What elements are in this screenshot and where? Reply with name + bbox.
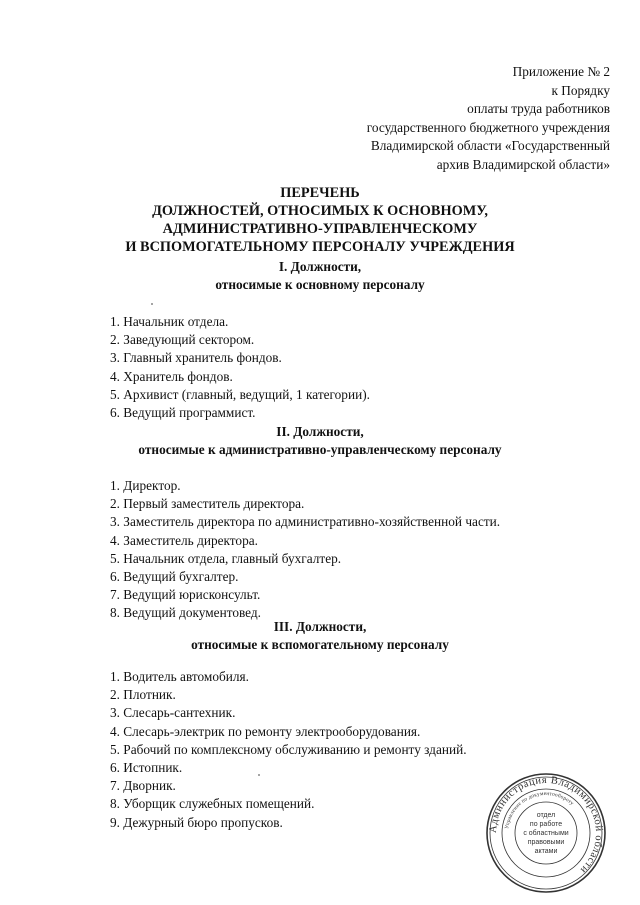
section-2-list <box>110 477 590 623</box>
section-1-heading <box>0 258 640 294</box>
list-item: 8. Ведущий документовед. <box>110 605 261 621</box>
list-item: 7. Ведущий юрисконсульт. <box>110 587 261 603</box>
document-title <box>0 184 640 256</box>
list-item: 5. Рабочий по комплексному обслуживанию и ремонту зданий. <box>110 741 467 757</box>
list-item: 8. Уборщик служебных помещений. <box>110 796 315 812</box>
list-item: 4. Заместитель директора. <box>110 532 258 548</box>
list-item: 2. Заведующий сектором. <box>110 332 255 348</box>
list-item: 6. Ведущий программист. <box>110 405 256 421</box>
title-line: И ВСПОМОГАТЕЛЬНОМУ ПЕРСОНАЛУ УЧРЕЖДЕНИЯ <box>125 239 515 255</box>
list-item: 1. Директор. <box>110 478 181 493</box>
list-item: 2. Первый заместитель директора. <box>110 496 305 512</box>
list-item: 5. Начальник отдела, главный бухгалтер. <box>110 550 342 566</box>
official-stamp <box>485 772 607 894</box>
section-subheading: относимые к административно-управленческому персоналу <box>138 442 502 457</box>
section-heading: III. Должности, <box>273 619 367 634</box>
list-item: 3. Главный хранитель фондов. <box>110 350 282 366</box>
section-subheading: относимые к вспомогательному персоналу <box>191 637 449 652</box>
stamp-center-line: актами <box>534 848 558 855</box>
section-3-heading <box>0 618 640 654</box>
appendix-note <box>280 63 610 175</box>
scan-speck <box>151 303 153 305</box>
list-item: 7. Дворник. <box>110 778 176 794</box>
section-1-list <box>110 313 590 422</box>
stamp-center-line: отдел <box>536 812 556 819</box>
list-item: 3. Слесарь-сантехник. <box>110 705 236 721</box>
stamp-center-line: по работе <box>529 821 563 828</box>
list-item: 3. Заместитель директора по административно-хозяйственной части. <box>110 514 501 530</box>
list-item: 9. Дежурный бюро пропусков. <box>110 814 283 830</box>
title-line: АДМИНИСТРАТИВНО-УПРАВЛЕНЧЕСКОМУ <box>162 221 478 237</box>
list-item: 5. Архивист (главный, ведущий, 1 категории). <box>110 386 370 402</box>
appendix-line: оплаты труда работников <box>467 101 610 117</box>
appendix-line: к Порядку <box>551 82 610 98</box>
appendix-line: Владимирской области «Государственный <box>370 138 610 154</box>
list-item: 2. Плотник. <box>110 687 176 703</box>
list-item: 6. Истопник. <box>110 760 183 776</box>
appendix-line: Приложение № 2 <box>512 64 610 79</box>
section-subheading: относимые к основному персоналу <box>215 277 425 292</box>
stamp-center-line: с областными <box>523 830 569 837</box>
appendix-line: архив Владимирской области» <box>436 156 610 172</box>
section-heading: II. Должности, <box>276 424 364 439</box>
list-item: 4. Слесарь-электрик по ремонту электрооборудования. <box>110 723 421 739</box>
stamp-outer-text: Администрация Владимирской области <box>487 774 605 876</box>
section-2-heading <box>0 423 640 459</box>
list-item: 4. Хранитель фондов. <box>110 368 233 384</box>
list-item: 6. Ведущий бухгалтер. <box>110 569 239 585</box>
title-line: ДОЛЖНОСТЕЙ, ОТНОСИМЫХ К ОСНОВНОМУ, <box>152 203 488 219</box>
stamp-center-line: правовыми <box>527 839 565 846</box>
section-heading: I. Должности, <box>278 259 362 274</box>
stamp-middle-text: Управление по документообороту <box>504 790 575 830</box>
scan-speck <box>258 774 260 776</box>
title-line: ПЕРЕЧЕНЬ <box>280 185 360 201</box>
list-item: 1. Начальник отдела. <box>110 314 229 329</box>
list-item: 1. Водитель автомобиля. <box>110 669 249 684</box>
appendix-line: государственного бюджетного учреждения <box>366 119 610 135</box>
